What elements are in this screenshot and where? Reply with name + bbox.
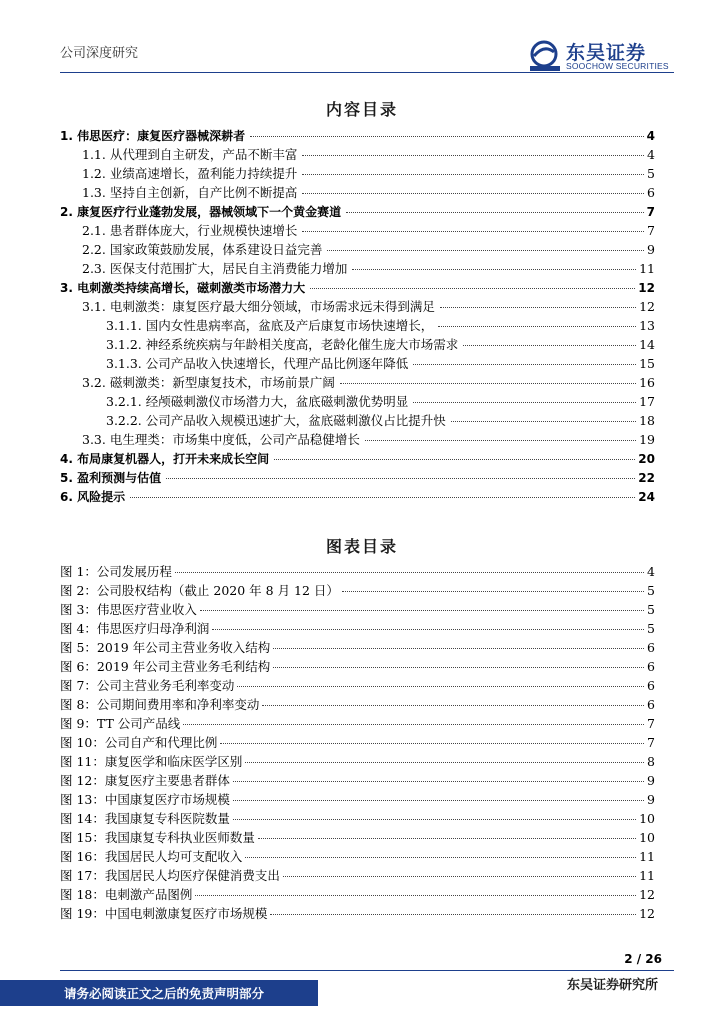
figure-entry[interactable]: 图 1：公司发展历程 4 bbox=[60, 564, 655, 579]
toc-entry[interactable]: 2.3. 医保支付范围扩大，居民自主消费能力增加 11 bbox=[82, 261, 655, 276]
figure-entry[interactable]: 图 17：我国居民人均医疗保健消费支出 11 bbox=[60, 868, 655, 883]
figure-entry[interactable]: 图 9：TT 公司产品线 7 bbox=[60, 716, 655, 731]
toc-entry[interactable]: 2. 康复医疗行业蓬勃发展，器械领域下一个黄金赛道 7 bbox=[60, 205, 655, 219]
figure-entry[interactable]: 图 2：公司股权结构（截止 2020 年 8 月 12 日） 5 bbox=[60, 583, 655, 598]
figure-entry[interactable]: 图 10：公司自产和代理比例 7 bbox=[60, 735, 655, 750]
toc-entry[interactable]: 1.1. 从代理到自主研发，产品不断丰富 4 bbox=[82, 147, 655, 162]
research-institute: 东吴证券研究所 bbox=[566, 978, 658, 993]
toc-entry[interactable]: 2.1. 患者群体庞大，行业规模快速增长 7 bbox=[82, 223, 655, 238]
toc-entry[interactable]: 6. 风险提示 24 bbox=[60, 490, 655, 504]
figure-entry[interactable]: 图 19：中国电刺激康复医疗市场规模 12 bbox=[60, 906, 655, 921]
figure-entry[interactable]: 图 12：康复医疗主要患者群体 9 bbox=[60, 773, 655, 788]
toc-entry[interactable]: 3.2.1. 经颅磁刺激仪市场潜力大，盆底磁刺激优势明显 17 bbox=[106, 394, 655, 409]
disclaimer-notice: 请务必阅读正文之后的免责声明部分 bbox=[64, 986, 265, 1001]
figure-entry[interactable]: 图 6：2019 年公司主营业务毛利结构 6 bbox=[60, 659, 655, 674]
figure-entry[interactable]: 图 13：中国康复医疗市场规模 9 bbox=[60, 792, 655, 807]
toc-entry[interactable]: 1.2. 业绩高速增长，盈利能力持续提升 5 bbox=[82, 166, 655, 181]
toc-title: 内容目录 bbox=[325, 100, 398, 119]
toc-entry[interactable]: 4. 布局康复机器人，打开未来成长空间 20 bbox=[60, 452, 655, 466]
brand-name-en: SOOCHOW SECURITIES bbox=[566, 61, 669, 71]
brand-logo-icon bbox=[528, 40, 562, 72]
figure-entry[interactable]: 图 5：2019 年公司主营业务收入结构 6 bbox=[60, 640, 655, 655]
toc-entry[interactable]: 3.2.2. 公司产品收入规模迅速扩大，盆底磁刺激仪占比提升快 18 bbox=[106, 413, 655, 428]
page-number: 2 / 26 bbox=[624, 952, 662, 966]
toc-entry[interactable]: 3.1.1. 国内女性患病率高，盆底及产后康复市场快速增长， 13 bbox=[106, 318, 655, 333]
toc-entry[interactable]: 3.1. 电刺激类：康复医疗最大细分领域，市场需求远未得到满足 12 bbox=[82, 299, 655, 314]
report-type: 公司深度研究 bbox=[60, 46, 139, 61]
figure-entry[interactable]: 图 8：公司期间费用率和净利率变动 6 bbox=[60, 697, 655, 712]
toc-entry[interactable]: 3.1.3. 公司产品收入快速增长，代理产品比例逐年降低 15 bbox=[106, 356, 655, 371]
figure-entry[interactable]: 图 14：我国康复专科医院数量 10 bbox=[60, 811, 655, 826]
toc-entry[interactable]: 1.3. 坚持自主创新，自产比例不断提高 6 bbox=[82, 185, 655, 200]
figure-entry[interactable]: 图 4：伟思医疗归母净利润 5 bbox=[60, 621, 655, 636]
toc-entry[interactable]: 3.1.2. 神经系统疾病与年龄相关度高，老龄化催生庞大市场需求 14 bbox=[106, 337, 655, 352]
brand-name-cn: 东吴证券 bbox=[566, 42, 647, 64]
toc-entry[interactable]: 3. 电刺激类持续高增长，磁刺激类市场潜力大 12 bbox=[60, 281, 655, 295]
header-divider bbox=[60, 72, 674, 73]
figure-entry[interactable]: 图 11：康复医学和临床医学区别 8 bbox=[60, 754, 655, 769]
figure-entry[interactable]: 图 7：公司主营业务毛利率变动 6 bbox=[60, 678, 655, 693]
figures-title: 图表目录 bbox=[325, 537, 398, 556]
toc-entry[interactable]: 3.2. 磁刺激类：新型康复技术，市场前景广阔 16 bbox=[82, 375, 655, 390]
figure-entry[interactable]: 图 15：我国康复专科执业医师数量 10 bbox=[60, 830, 655, 845]
toc-entry[interactable]: 3.3. 电生理类：市场集中度低，公司产品稳健增长 19 bbox=[82, 432, 655, 447]
toc-entry[interactable]: 2.2. 国家政策鼓励发展，体系建设日益完善 9 bbox=[82, 242, 655, 257]
toc-entry[interactable]: 1. 伟思医疗：康复医疗器械深耕者 4 bbox=[60, 129, 655, 143]
toc-entry[interactable]: 5. 盈利预测与估值 22 bbox=[60, 471, 655, 485]
brand-logo bbox=[528, 38, 678, 74]
figure-entry[interactable]: 图 18：电刺激产品图例 12 bbox=[60, 887, 655, 902]
figure-entry[interactable]: 图 16：我国居民人均可支配收入 11 bbox=[60, 849, 655, 864]
footer-divider bbox=[60, 970, 674, 971]
figure-entry[interactable]: 图 3：伟思医疗营业收入 5 bbox=[60, 602, 655, 617]
